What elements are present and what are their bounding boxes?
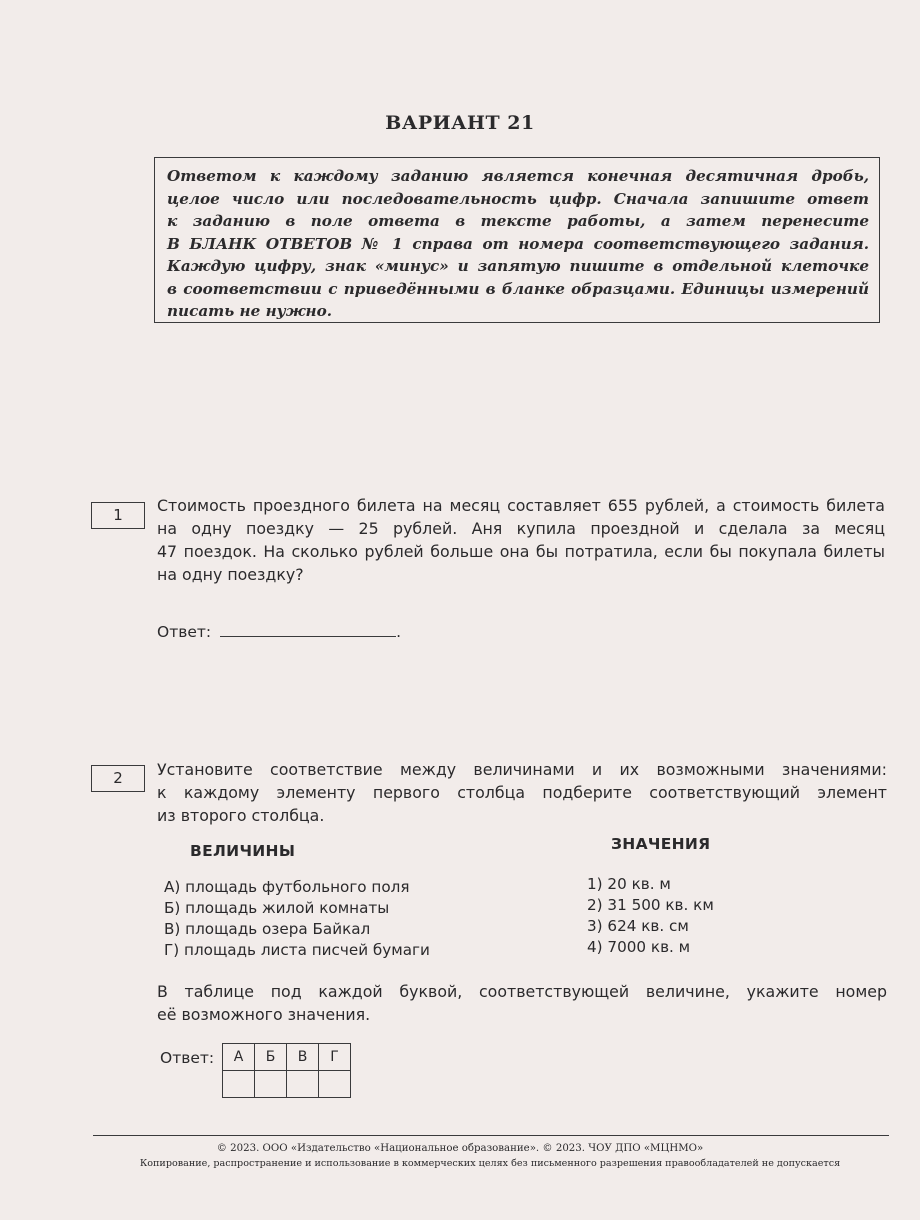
answer-cell[interactable] xyxy=(319,1071,351,1098)
task-2-line: Установите соответствие между величинами и их возможными значениями: xyxy=(157,760,887,779)
quantities-list xyxy=(164,877,430,961)
variant-title: ВАРИАНТ 21 xyxy=(385,112,535,134)
footer-notice: Копирование, распространение и использование в коммерческих целях без письменного разрешения правообладателей не допускается xyxy=(139,1158,841,1169)
footer-divider xyxy=(93,1135,889,1136)
task-2-table-line: её возможного значения. xyxy=(157,1005,371,1024)
list-item: Г) площадь листа писчей бумаги xyxy=(164,941,430,959)
instructions-line: В БЛАНК ОТВЕТОВ № 1 справа от номера соответствующего задания. xyxy=(167,234,869,253)
instructions-line: к заданию в поле ответа в тексте работы, а затем перенесите xyxy=(167,212,869,230)
answer-cell[interactable] xyxy=(287,1071,319,1098)
list-item: А) площадь футбольного поля xyxy=(164,878,410,896)
task-2-line: к каждому элементу первого столбца подберите соответствующий элемент xyxy=(157,783,887,802)
list-item: Б) площадь жилой комнаты xyxy=(164,899,390,917)
footer-copyright: © 2023. ООО «Издательство «Национальное образование». © 2023. ЧОУ ДПО «МЦНМО» xyxy=(216,1143,704,1154)
instructions-line: писать не нужно. xyxy=(167,302,333,320)
table-answer-row xyxy=(223,1071,351,1098)
task-2-answer-table xyxy=(222,1043,351,1098)
instructions-line: Ответом к каждому заданию является конечная десятичная дробь, xyxy=(167,167,869,185)
task-2-table-instructions xyxy=(157,980,887,1026)
table-header-cell: В xyxy=(287,1044,319,1071)
task-2-text xyxy=(157,758,887,827)
quantities-header: ВЕЛИЧИНЫ xyxy=(190,842,296,860)
task-2-number: 2 xyxy=(91,765,145,792)
task-1-answer-field[interactable] xyxy=(220,622,396,637)
answer-cell[interactable] xyxy=(223,1071,255,1098)
list-item: В) площадь озера Байкал xyxy=(164,920,371,938)
list-item: 1) 20 кв. м xyxy=(587,875,671,893)
task-1-line: на одну поездку? xyxy=(157,565,304,584)
list-item: 2) 31 500 кв. км xyxy=(587,896,714,914)
answer-cell[interactable] xyxy=(255,1071,287,1098)
instructions-line: в соответствии с приведёнными в бланке образцами. Единицы измерений xyxy=(167,279,869,298)
table-header-row xyxy=(223,1044,351,1071)
list-item: 3) 624 кв. см xyxy=(587,917,689,935)
task-1-line: Стоимость проездного билета на месяц составляет 655 рублей, а стоимость билета xyxy=(157,496,885,515)
instructions-line: Каждую цифру, знак «минус» и запятую пишите в отдельной клеточке xyxy=(167,257,869,275)
task-1-answer-label: Ответ: xyxy=(157,623,212,641)
table-header-cell: А xyxy=(223,1044,255,1071)
task-2-line: из второго столбца. xyxy=(157,806,325,825)
table-header-cell: Г xyxy=(319,1044,351,1071)
instructions-box xyxy=(154,157,880,323)
task-1-number: 1 xyxy=(91,502,145,529)
task-1-line: на одну поездку — 25 рублей. Аня купила проездной и сделала за месяц xyxy=(157,519,885,538)
task-2-table-line: В таблице под каждой буквой, соответствующей величине, укажите номер xyxy=(157,982,887,1001)
values-header: ЗНАЧЕНИЯ xyxy=(611,835,711,853)
task-1-line: 47 поездок. На сколько рублей больше она бы потратила, если бы покупала билеты xyxy=(157,542,885,561)
task-2-answer-label: Ответ: xyxy=(160,1049,215,1067)
task-1-answer xyxy=(157,622,401,641)
values-list xyxy=(587,874,714,958)
task-1-answer-period: . xyxy=(396,623,402,641)
task-1-text xyxy=(157,494,885,586)
list-item: 4) 7000 кв. м xyxy=(587,938,691,956)
table-header-cell: Б xyxy=(255,1044,287,1071)
instructions-line: целое число или последовательность цифр. Сначала запишите ответ xyxy=(167,189,869,208)
